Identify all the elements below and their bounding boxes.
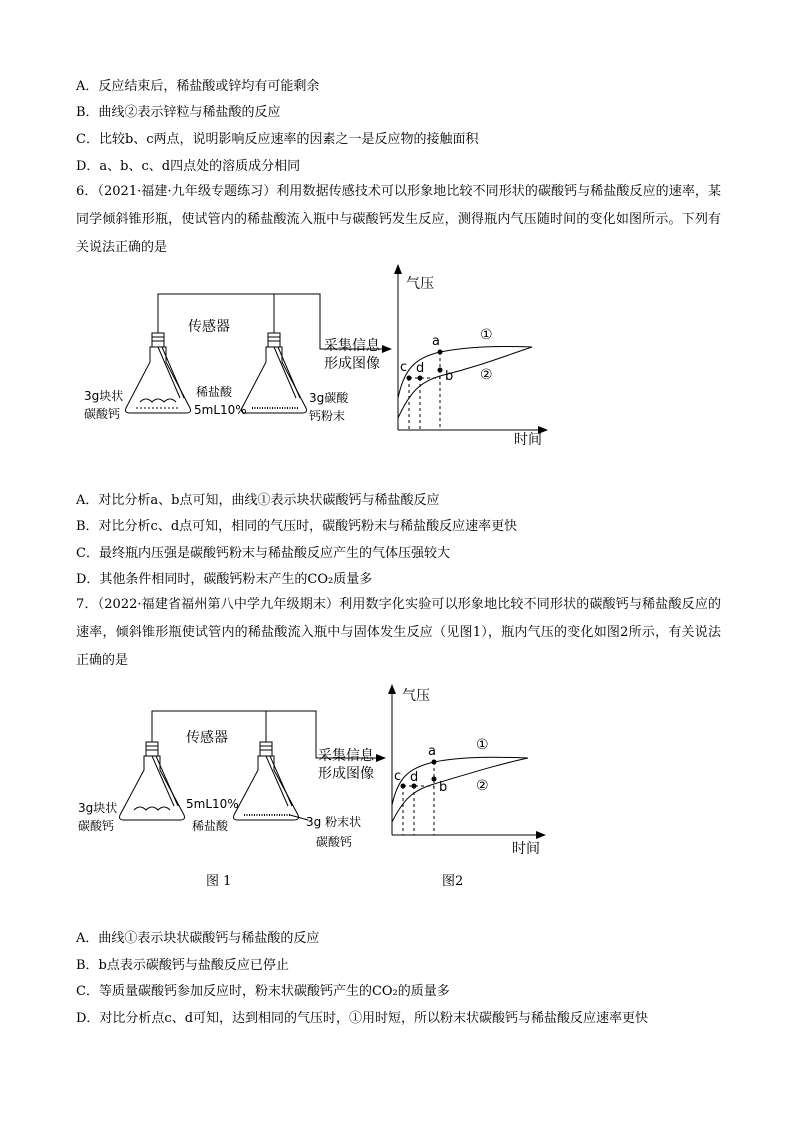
q5-option-d: D．a、b、c、d四点处的溶质成分相同 [76,159,301,174]
q7-figure2-caption: 图2 [442,874,464,889]
q6-right-label-2: 钙粉末 [309,409,346,423]
q7-figure1-caption: 图 1 [206,874,232,889]
q7-x-label: 时间 [512,841,540,857]
q7-stem: 7．（2022·福建省福州第八中学九年级期末）利用数字化实验可以形象地比较不同形状的碳酸钙与稀盐酸反应的速率，倾斜锥形瓶使试管内的稀盐酸流入瓶中与固体发生反应（见图1），瓶内气压的变化如图2所示，有关说法正确的是 [76,597,721,668]
q7-right-label-2: 碳酸钙 [316,835,353,849]
q6-point-a [438,350,443,355]
q6-option-b: B．对比分析c、d点可知，相同的气压时，碳酸钙粉末与稀盐酸反应速率更快 [76,519,518,534]
q6-y-label: 气压 [406,276,434,292]
svg-text:①: ① [476,737,489,753]
svg-text:b: b [445,369,454,384]
q7-curve-2 [392,758,528,822]
q7-collect-1: 采集信息 [318,748,374,764]
q7-left-label-2: 碳酸钙 [78,819,115,833]
svg-text:②: ② [480,367,493,383]
q7-collect-2: 形成图像 [318,766,374,782]
svg-text:①: ① [480,327,493,343]
q7-figure [0,680,794,860]
svg-text:c: c [400,360,408,375]
q6-curve-2 [398,347,532,418]
q6-right-label-1: 3g碳酸 [309,391,349,405]
q6-option-d: D．其他条件相同时，碳酸钙粉末产生的CO₂质量多 [76,572,373,587]
q7-option-d: D．对比分析点c、d可知，达到相同的气压时，①用时短，所以粉末状碳酸钙与稀盐酸反应速率更快 [76,1011,649,1026]
q6-point-d [418,376,423,381]
q6-x-label: 时间 [514,432,542,448]
q7-option-c: C．等质量碳酸钙参加反应时，粉末状碳酸钙产生的CO₂的质量多 [76,984,450,999]
svg-text:b: b [439,780,448,795]
q6-left-label-2: 碳酸钙 [84,407,121,421]
q6-left-label-1: 3g块状 [84,389,124,403]
q7-pressure-graph [388,684,546,857]
svg-text:②: ② [476,778,489,794]
q7-left-flask [120,722,185,820]
q5-option-a: A．反应结束后，稀盐酸或锌均有可能剩余 [76,79,320,94]
q6-collect-1: 采集信息 [324,338,380,354]
q6-sensor-label: 传感器 [188,319,230,335]
q7-left-label-1: 3g块状 [78,801,118,815]
q7-option-a: A．曲线①表示块状碳酸钙与稀盐酸的反应 [76,931,320,946]
q6-right-flask [242,310,307,413]
svg-text:c: c [394,769,402,784]
svg-text:a: a [428,744,436,759]
svg-text:d: d [416,361,425,376]
q6-stem: 6．（2021·福建·九年级专题练习）利用数据传感技术可以形象地比较不同形状的碳酸钙与稀盐酸反应的速率，某同学倾斜锥形瓶，使试管内的稀盐酸流入瓶中与碳酸钙发生反应，测得瓶内气压随时间的变化如图所示。下列有关说法正确的是 [76,184,721,255]
q5-option-b: B．曲线②表示锌粒与稀盐酸的反应 [76,105,281,120]
q7-y-label: 气压 [402,688,430,704]
q7-right-flask [234,722,309,820]
q5-option-c: C．比较b、c两点，说明影响反应速率的因素之一是反应物的接触面积 [76,132,479,147]
svg-text:d: d [410,770,419,785]
q7-sensor-label: 传感器 [186,730,228,746]
q6-left-flask [126,310,191,413]
q6-option-a: A．对比分析a、b点可知，曲线①表示块状碳酸钙与稀盐酸反应 [76,493,440,508]
q7-option-b: B．b点表示碳酸钙与盐酸反应已停止 [76,958,289,973]
q7-acid-label-2: 稀盐酸 [192,819,229,833]
q6-figure [0,262,794,462]
q7-acid-label-1: 5mL10% [186,797,239,811]
svg-text:a: a [432,334,440,349]
q6-option-c: C．最终瓶内压强是碳酸钙粉末与稀盐酸反应产生的气体压强较大 [76,546,450,561]
q6-acid-label-1: 稀盐酸 [196,385,233,399]
q6-collect-2: 形成图像 [324,356,380,372]
q6-pressure-graph [394,264,548,448]
q6-acid-label-2: 5mL10% [194,403,247,417]
q6-point-b [438,368,443,373]
q6-point-c [407,376,412,381]
q7-right-label-1: 3g 粉末状 [306,815,362,829]
